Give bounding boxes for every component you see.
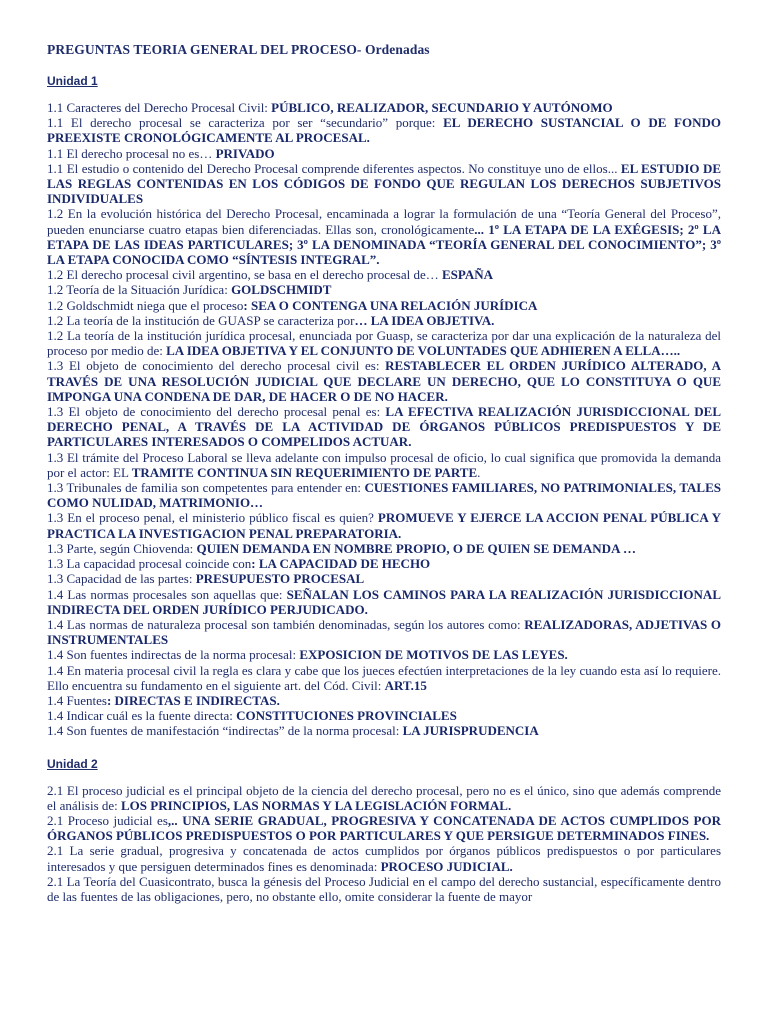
question-entry [47,267,721,282]
question-text: 1.1 El derecho procesal se caracteriza por ser “secundario” porque: [47,115,444,131]
answer-text: EXPOSICION DE MOTIVOS DE LAS LEYES. [299,647,568,663]
unit-heading: Unidad 2 [47,756,98,771]
question-entry [47,723,721,738]
question-entry [47,206,721,267]
answer-text: LA IDEA OBJETIVA Y EL CONJUNTO DE VOLUNTADES QUE ADHIEREN A ELLA….. [166,343,681,359]
question-entry [47,328,721,358]
answer-text: CONSTITUCIONES PROVINCIALES [236,708,457,724]
question-entry [47,783,721,813]
answer-text: … LA IDEA OBJETIVA. [354,312,495,328]
question-text: 2.1 La Teoría del Cuasicontrato, busca la génesis del Proceso Judicial en el campo del derecho sustancial, específicamente dentro de las fuentes de las obligaciones, pero, no obstante ello, omite considerar la fuente de mayor [47,873,721,904]
question-entry [47,541,721,556]
question-entry [47,404,721,450]
question-entry [47,647,721,662]
question-text: 1.4 Son fuentes indirectas de la norma procesal: [47,647,300,663]
question-text: 1.4 Las normas de naturaleza procesal son también denominadas, según los autores como: [47,616,525,632]
question-text: 1.3 El objeto de conocimiento del derecho procesal civil es: [47,358,386,374]
question-text: 1.2 En la evolución histórica del Derecho Procesal, encaminada a lograr la formulación de una “Teoría General del Proceso”, pueden enunciarse cuatro etapas bien diferenciadas. Ellas son, cronológicamente [47,206,721,237]
answer-text: PROCESO JUDICIAL. [380,858,513,874]
document-title: PREGUNTAS TEORIA GENERAL DEL PROCESO- Ordenadas [47,42,430,57]
question-text: 1.4 Fuentes [47,692,107,708]
question-entry [47,708,721,723]
document-body [47,74,721,904]
question-text: 2.1 El proceso judicial es el principal objeto de la ciencia del derecho procesal, pero no es el único, sino que además comprende el análisis de: [47,782,721,813]
answer-text: GOLDSCHMIDT [231,282,332,298]
answer-text: EL ESTUDIO DE LAS REGLAS CONTENIDAS EN LOS CÓDIGOS DE FONDO QUE REGULAN LOS DERECHOS SUBJETIVOS INDIVIDUALES [47,160,722,207]
question-text: 1.3 Parte, según Chiovenda: [47,540,197,556]
question-text: 1.1 El estudio o contenido del Derecho Procesal comprende diferentes aspectos. No constituye uno de ellos... [47,160,621,176]
answer-text: EL DERECHO SUSTANCIAL O DE FONDO PREEXISTE CRONOLÓGICAMENTE AL PROCESAL. [47,115,721,146]
question-entry [47,617,721,647]
question-entry [47,298,721,313]
answer-text: ... 1º LA ETAPA DE LA EXÉGESIS; 2º LA ETAPA DE LAS IDEAS PARTICULARES; 3º LA DENOMINADA “TEORÍA GENERAL DEL CONOCIMIENTO”; 3º LA ETAPA CONOCIDA COMO “SÍNTESIS INTEGRAL”. [47,221,721,268]
answer-text: ESPAÑA [442,267,494,283]
question-text: 1.1 El derecho procesal no es… [47,145,216,161]
question-text: 1.2 El derecho procesal civil argentino, se basa en el derecho procesal de… [47,267,443,283]
question-text: 1.3 La capacidad procesal coincide con [47,556,252,572]
answer-text: LOS PRINCIPIOS, LAS NORMAS Y LA LEGISLACIÓN FORMAL. [121,797,512,813]
answer-text: PÚBLICO, REALIZADOR, SECUNDARIO Y AUTÓNOMO [271,100,613,115]
question-text: 1.2 La teoría de la institución jurídica procesal, enunciada por Guasp, se caracteriza por dar una explicación de la naturaleza del proceso por medio de: [47,328,721,359]
question-text: 1.4 Indicar cuál es la fuente directa: [47,708,237,724]
answer-text: PRESUPUESTO PROCESAL [195,571,365,587]
question-text: 1.2 La teoría de la institución de GUASP se caracteriza por [47,312,355,328]
question-entry [47,358,721,404]
answer-text: CUESTIONES FAMILIARES, NO PATRIMONIALES, TALES COMO NULIDAD, MATRIMONIO… [47,480,721,511]
question-entry [47,843,721,873]
question-entry [47,556,721,571]
question-text: 1.3 El objeto de conocimiento del derecho procesal penal es: [47,404,386,420]
question-entry [47,146,721,161]
answer-tail: . [477,464,481,480]
question-text: 1.3 Tribunales de familia son competentes para entender en: [47,480,365,496]
answer-text: PROMUEVE Y EJERCE LA ACCION PENAL PÚBLICA Y PRACTICA LA INVESTIGACION PENAL PREPARATORIA. [47,510,721,541]
question-entry [47,450,721,480]
question-entry [47,874,721,904]
question-entry [47,510,721,540]
question-entry [47,693,721,708]
question-entry [47,663,721,693]
question-text: 1.4 Son fuentes de manifestación “indirectas” de la norma procesal: [47,723,403,739]
answer-text: RESTABLECER EL ORDEN JURÍDICO ALTERADO, A TRAVÉS DE UNA RESOLUCIÓN JUDICIAL QUE DECLARE UN DERECHO, QUE LO CONSTITUYA O QUE IMPONGA UNA CONDENA DE DAR, DE HACER O DE NO HACER. [47,358,721,404]
answer-text: ART.15 [384,677,427,693]
question-entry [47,115,721,145]
answer-text: REALIZADORAS, ADJETIVAS O INSTRUMENTALES [47,616,721,648]
answer-text: SEÑALAN LOS CAMINOS PARA LA REALIZACIÓN JURISDICCIONAL INDIRECTA DEL ORDEN JURÍDICO PERJUDICADO. [47,586,721,617]
answer-text: : LA CAPACIDAD DE HECHO [251,556,431,572]
question-entry [47,282,721,297]
answer-text: TRAMITE CONTINUA SIN REQUERIMIENTO DE PARTE [131,464,478,480]
question-text: 2.1 Proceso judicial es [47,812,168,828]
question-text: 1.2 Goldschmidt niega que el proceso [47,297,244,313]
question-entry [47,813,721,843]
question-text: 1.4 Las normas procesales son aquellas que: [47,586,287,602]
answer-text: ,.. UNA SERIE GRADUAL, PROGRESIVA Y CONCATENADA DE ACTOS CUMPLIDOS POR ÓRGANOS PÚBLICOS PREDISPUESTOS O POR PARTICULARES Y QUE PERSIGUE DETERMINADOS FINES. [47,812,721,844]
question-text: 1.3 En el proceso penal, el ministerio público fiscal es quien? [47,510,378,526]
question-text: 1.3 Capacidad de las partes: [47,571,196,587]
answer-text: PRIVADO [215,145,275,161]
question-entry [47,587,721,617]
question-text: 1.4 En materia procesal civil la regla es clara y cabe que los jueces efectúen interpretaciones de la ley cuando esta así lo requiere. Ello encuentra su fundamento en el siguiente art. del Cód. Civil: [47,662,721,693]
question-entry [47,480,721,510]
question-text: 1.3 El trámite del Proceso Laboral se lleva adelante con impulso procesal de oficio, lo cual significa que promovida la demanda por el actor: EL [47,449,721,480]
question-entry [47,161,721,207]
answer-text: : SEA O CONTENGA UNA RELACIÓN JURÍDICA [243,297,538,313]
answer-text: : DIRECTAS E INDIRECTAS. [106,692,280,708]
question-text: 1.2 Teoría de la Situación Jurídica: [47,282,232,298]
question-entry [47,313,721,328]
question-entry [47,571,721,586]
answer-text: LA EFECTIVA REALIZACIÓN JURISDICCIONAL DEL DERECHO PENAL, A TRAVÉS DE LA ACTIVIDAD DE ÓRGANOS PÚBLICOS PREDISPUESTOS Y DE PARTICULARES INTERESADOS O COMPELIDOS ACTUAR. [47,404,721,450]
answer-text: LA JURISPRUDENCIA [402,723,539,739]
question-entry [47,100,721,115]
unit-heading: Unidad 1 [47,74,98,88]
answer-text: QUIEN DEMANDA EN NOMBRE PROPIO, O DE QUIEN SE DEMANDA … [196,540,636,556]
question-text: 1.1 Caracteres del Derecho Procesal Civil: [47,100,272,115]
question-text: 2.1 La serie gradual, progresiva y concatenada de actos cumplidos por órganos públicos predispuestos o por particulares interesados y que persiguen determinados fines es denominada: [47,843,721,874]
